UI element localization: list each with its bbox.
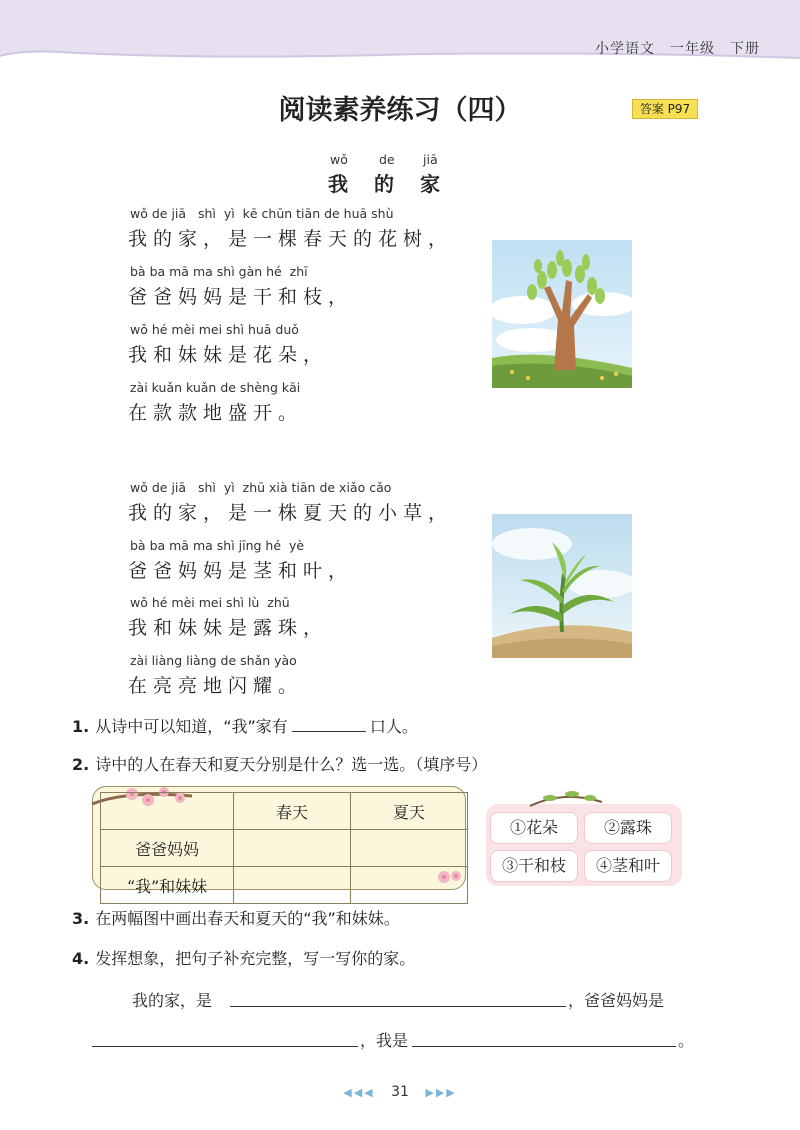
page-footer — [0, 1084, 800, 1100]
table-row — [101, 830, 468, 867]
poem-title-pinyin-1: wǒ — [330, 152, 348, 167]
table-header-spring: 春天 — [234, 793, 351, 830]
stanza1-line1: 我的家，是一棵春天的花树， — [128, 228, 454, 250]
header-band — [0, 0, 800, 70]
fill-text-my-home: 我的家，是 — [132, 991, 213, 1010]
question-3 — [72, 906, 400, 929]
table-row-label-parents: 爸爸妈妈 — [101, 830, 234, 867]
question-1-blank[interactable] — [292, 717, 366, 732]
stanza1-line2: 爸爸妈妈是干和枝， — [128, 286, 354, 308]
poem-title-pinyin-2: de — [379, 152, 395, 167]
fill-blank-3[interactable] — [412, 1046, 676, 1047]
fill-text-parents: ，爸爸妈妈是 — [568, 991, 665, 1010]
table-row — [101, 867, 468, 904]
question-1-number: 1. — [72, 717, 90, 736]
table-header-empty — [101, 793, 234, 830]
question-1-text: 从诗中可以知道，“我”家有 — [95, 717, 288, 736]
question-2-text: 诗中的人在春天和夏天分别是什么？选一选。（填序号） — [95, 755, 488, 774]
question-4-number: 4. — [72, 949, 90, 968]
stanza1-line3-pinyin: wǒ hé mèi mei shì huā duǒ — [130, 322, 299, 337]
question-3-number: 3. — [72, 909, 90, 928]
stanza2-line2: 爸爸妈妈是茎和叶， — [128, 560, 354, 582]
question-1-text-end: 口人。 — [369, 717, 418, 736]
question-1 — [72, 714, 418, 737]
question-2-number: 2. — [72, 755, 90, 774]
stanza1-line3: 我和妹妹是花朵， — [128, 344, 329, 366]
poem-title-pinyin-3: jiā — [423, 152, 438, 167]
fill-blank-2[interactable] — [92, 1046, 358, 1047]
stanza1-line1-pinyin: wǒ de jiā shì yì kē chūn tiān de huā shù — [130, 206, 394, 221]
answer-table — [100, 792, 468, 904]
leaf-vine-decoration — [528, 788, 604, 812]
stanza2-line4: 在亮亮地闪耀。 — [128, 675, 304, 697]
spring-tree-illustration — [492, 240, 632, 388]
option-4: ④茎和叶 — [584, 850, 672, 882]
stanza1-line2-pinyin: bà ba mā ma shì gàn hé zhī — [130, 264, 308, 279]
option-2: ②露珠 — [584, 812, 672, 844]
option-3: ③干和枝 — [490, 850, 578, 882]
answer-badge: 答案 P97 — [632, 99, 698, 119]
fill-text-i-am: ，我是 — [360, 1031, 409, 1050]
stanza2-line3: 我和妹妹是露珠， — [128, 617, 329, 639]
question-2 — [72, 752, 487, 775]
stanza2-line1-pinyin: wǒ de jiā shì yì zhū xià tiān de xiǎo cǎo — [130, 480, 392, 495]
summer-grass-illustration — [492, 514, 632, 658]
stanza1-line4: 在款款地盛开。 — [128, 402, 304, 424]
question-4-text: 发挥想象，把句子补充完整，写一写你的家。 — [95, 949, 416, 968]
question-4 — [72, 946, 415, 969]
table-cell-parents-summer[interactable] — [351, 830, 468, 867]
table-cell-me-sister-spring[interactable] — [234, 867, 351, 904]
book-label: 小学语文 一年级 下册 — [595, 41, 760, 57]
table-header-summer: 夏天 — [351, 793, 468, 830]
fill-blank-1[interactable] — [230, 1006, 566, 1007]
page-title: 阅读素养练习（四） — [278, 95, 522, 126]
stanza2-line3-pinyin: wǒ hé mèi mei shì lù zhū — [130, 595, 290, 610]
stanza2-line1: 我的家，是一株夏天的小草， — [128, 502, 454, 524]
question-3-text: 在两幅图中画出春天和夏天的“我”和妹妹。 — [95, 909, 400, 928]
table-row-label-me-sister: “我”和妹妹 — [101, 867, 234, 904]
right-arrows-icon: ▶▶▶ — [425, 1086, 457, 1099]
table-header-row — [101, 793, 468, 830]
fill-text-period: 。 — [678, 1031, 695, 1050]
stanza1-line4-pinyin: zài kuǎn kuǎn de shèng kāi — [130, 380, 301, 395]
page-number: 31 — [391, 1084, 409, 1100]
table-cell-parents-spring[interactable] — [234, 830, 351, 867]
option-1: ①花朵 — [490, 812, 578, 844]
left-arrows-icon: ◀◀◀ — [343, 1086, 375, 1099]
stanza2-line2-pinyin: bà ba mā ma shì jīng hé yè — [130, 538, 305, 553]
table-cell-me-sister-summer[interactable] — [351, 867, 468, 904]
stanza2-line4-pinyin: zài liàng liàng de shǎn yào — [130, 653, 297, 668]
poem-title: 我的家 — [328, 172, 466, 196]
